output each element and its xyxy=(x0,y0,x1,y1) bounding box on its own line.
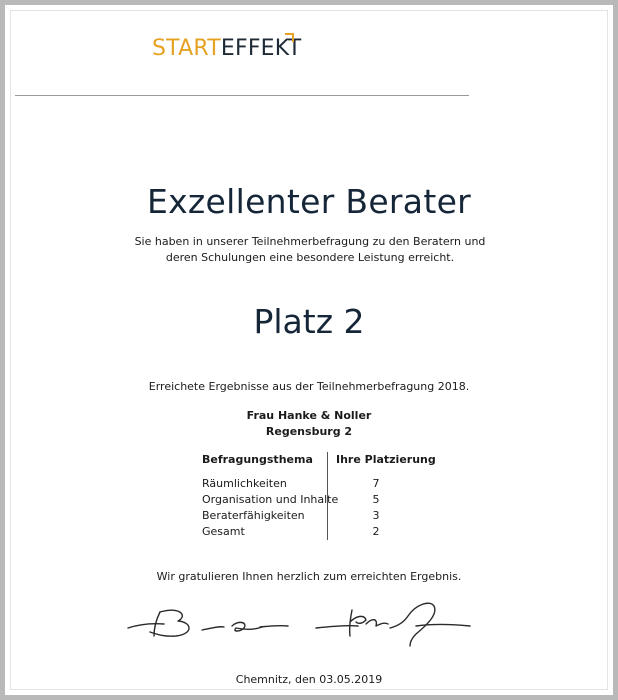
table-row xyxy=(200,508,430,524)
row-place: 3 xyxy=(372,509,380,522)
row-place: 5 xyxy=(372,493,380,506)
table-row xyxy=(200,524,430,540)
row-place: 2 xyxy=(372,525,380,538)
handwritten-signatures xyxy=(120,590,510,650)
header-divider xyxy=(15,95,469,96)
recipient-location: Regensburg 2 xyxy=(265,425,353,438)
row-topic: Räumlichkeiten xyxy=(202,477,287,490)
column-header-place: Ihre Platzierung xyxy=(336,453,436,466)
certificate-title: Exzellenter Berater xyxy=(146,182,472,221)
frame-inner-border xyxy=(10,10,608,690)
recipient-name: Frau Hanke & Noller xyxy=(246,409,372,422)
row-place: 7 xyxy=(372,477,380,490)
row-topic: Gesamt xyxy=(202,525,245,538)
column-header-topic: Befragungsthema xyxy=(202,453,313,466)
recipient-block xyxy=(0,408,618,440)
results-caption: Erreichete Ergebnisse aus der Teilnehmerbefragung 2018. xyxy=(148,380,470,393)
starteffekt-logo xyxy=(152,37,301,61)
table-row xyxy=(200,476,430,492)
certificate-intro xyxy=(60,234,560,266)
intro-line-2: deren Schulungen eine besondere Leistung erreicht. xyxy=(165,251,455,264)
logo-text-effekt: EFFEKT xyxy=(220,36,302,61)
logo-text-start: START xyxy=(152,36,221,61)
rank-heading: Platz 2 xyxy=(253,302,365,341)
row-topic: Beraterfähigkeiten xyxy=(202,509,305,522)
table-row xyxy=(200,492,430,508)
logo-corner-mark xyxy=(285,33,294,42)
place-and-date: Chemnitz, den 03.05.2019 xyxy=(235,673,383,686)
intro-line-1: Sie haben in unserer Teilnehmerbefragung zu den Beratern und xyxy=(134,235,486,248)
row-topic: Organisation und Inhalte xyxy=(202,493,339,506)
congratulations-text: Wir gratulieren Ihnen herzlich zum erreichten Ergebnis. xyxy=(156,570,462,583)
